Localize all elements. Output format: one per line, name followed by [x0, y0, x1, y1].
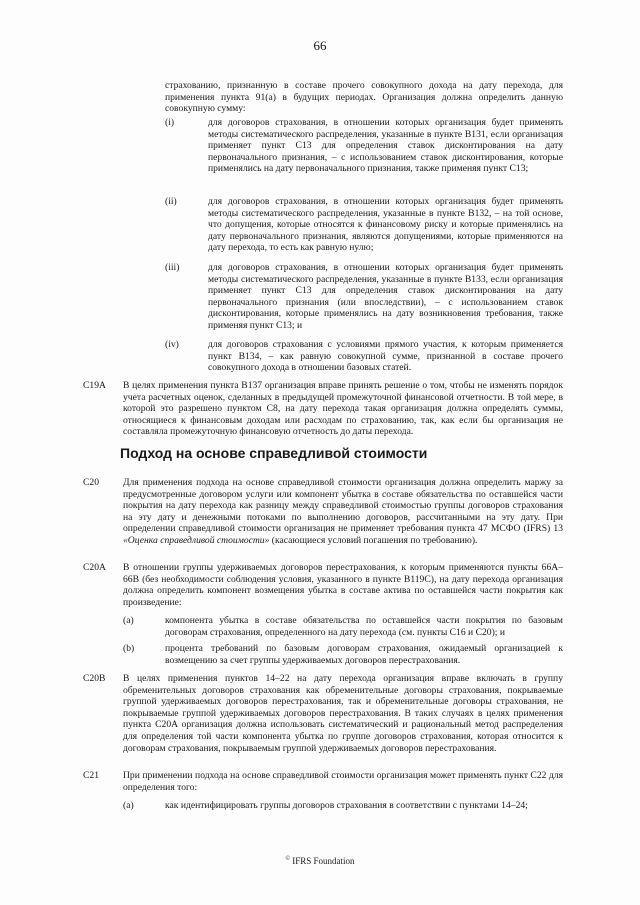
list-item: для договоров страхования, в отношении которых организация будет применять методы систематического распределения, указанные в пункте B131, если организация применяет пункт C13 для определения ставок дисконтирования на дату первоначального признания, – с использованием ставок дисконтирования, которые применялись на дату первоначального признания, также применяя пункт C13; — [208, 117, 563, 175]
paragraph-c20 — [123, 477, 563, 547]
item-label: (a) — [123, 615, 134, 626]
list-item: компонента убытка в составе обязательства по оставшейся части покрытия по базовым договорам страхования, определенного на дату перехода (см. пункты C16 и C20); и — [165, 615, 563, 638]
item-label: (b) — [123, 643, 135, 654]
page-footer — [0, 856, 640, 866]
paragraph-number: C20 — [83, 477, 99, 488]
item-label: (ii) — [165, 196, 177, 207]
paragraph-number: C20A — [83, 562, 106, 573]
footer-text: IFRS Foundation — [292, 856, 355, 866]
paragraph-number: C19A — [83, 380, 106, 391]
c20-text-before: Для применения подхода на основе справедливой стоимости организация должна определить маржу за предусмотренные договором услуги или компонент убытка в составе обязательства по оставшейся части покрытия на дату перехода как разницу между справедливой стоимостью группы договоров страхования на эту дату и денежными потоками по выполнению договоров, рассчитанными на эту дату. При определении справедливой стоимости организация не применяет требования пункта 47 МСФО (IFRS) 13 — [123, 477, 563, 535]
intro-paragraph: страхованию, признанную в составе прочего совокупного дохода на дату перехода, для применения пункта 91(a) в будущих периодах. Организация должна определить данную совокупную сумму: — [165, 80, 563, 115]
copyright-symbol: © — [285, 856, 291, 862]
list-item: процента требований по базовым договорам страхования, ожидаемый организацией к возмещению за счет группы удерживаемых договоров перестрахования. — [165, 643, 563, 666]
list-item: для договоров страхования, в отношении которых организация будет применять методы систематического распределения, указанные в пункте B133, если организация применяет пункт C13 для определения ставок дисконтирования на дату первоначального признания (или впоследствии), – с использованием ставок дисконтирования, которые применялись на дату возникновения требования, также применяя пункт C13; и — [208, 262, 563, 331]
standard-title: «Оценка справедливой стоимости» — [123, 534, 270, 546]
c20-text-after: (касающиеся условий погашения по требованию). — [269, 534, 478, 546]
paragraph-number: C21 — [83, 770, 99, 781]
item-label: (i) — [165, 117, 175, 128]
item-label: (a) — [123, 800, 134, 811]
page-number: 66 — [313, 38, 327, 53]
paragraph-c19a: В целях применения пункта B137 организация вправе принять решение о том, чтобы не изменять порядок учета расчетных оценок, сделанных в предыдущей промежуточной финансовой отчетности. В той мере, в которой это разрешено пунктом C8, на дату перехода такая организация должна определять суммы, относящиеся к финансовым доходам или расходам по страхованию, так, как если бы организация не составляла промежуточную финансовую отчетность до даты перехода. — [123, 380, 563, 438]
paragraph-number: C20B — [83, 673, 106, 684]
section-heading: Подход на основе справедливой стоимости — [120, 445, 428, 461]
item-label: (iv) — [165, 339, 179, 350]
paragraph-c20b: В целях применения пунктов 14–22 на дату перехода организация вправе включать в группу обременительных договоров страхования как обременительные договоры страхования, покрываемые группой удерживаемых договоров перестрахования, так и обременительные договоры страхования, не покрываемые группой удерживаемых договоров перестрахования. В таких случаях в целях применения пункта C20A организация должна использовать систематический и рациональный метод распределения для определения той части компонента убытка по группе договоров страхования, которая относится к договорам страхования, покрываемым группой удерживаемых договоров перестрахования. — [123, 673, 563, 754]
list-item: как идентифицировать группы договоров страхования в соответствии с пунктами 14–24; — [165, 800, 528, 811]
paragraph-c21: При применении подхода на основе справедливой стоимости организация может применять пункт C22 для определения того: — [123, 770, 563, 793]
list-item: для договоров страхования, в отношении которых организация будет применять методы систематического распределения, указанные в пункте B132, – на той основе, что допущения, которые относятся к финансовому риску и которые применялись на дату первоначального признания, являются допущениями, которые применяются на дату перехода, то есть как равную нулю; — [208, 196, 563, 254]
paragraph-c20a: В отношении группы удерживаемых договоров перестрахования, к которым применяются пункты 66A–66B (без необходимости соблюдения условия, указанного в пункте B119C), на дату перехода организация должна определить компонент возмещения убытка в составе актива по оставшейся части покрытия как произведение: — [123, 562, 563, 608]
list-item: для договоров страхования с условиями прямого участия, к которым применяется пункт B134, – как равную совокупной сумме, признанной в составе прочего совокупного дохода в отношении базовых статей. — [208, 339, 563, 374]
item-label: (iii) — [165, 262, 180, 273]
